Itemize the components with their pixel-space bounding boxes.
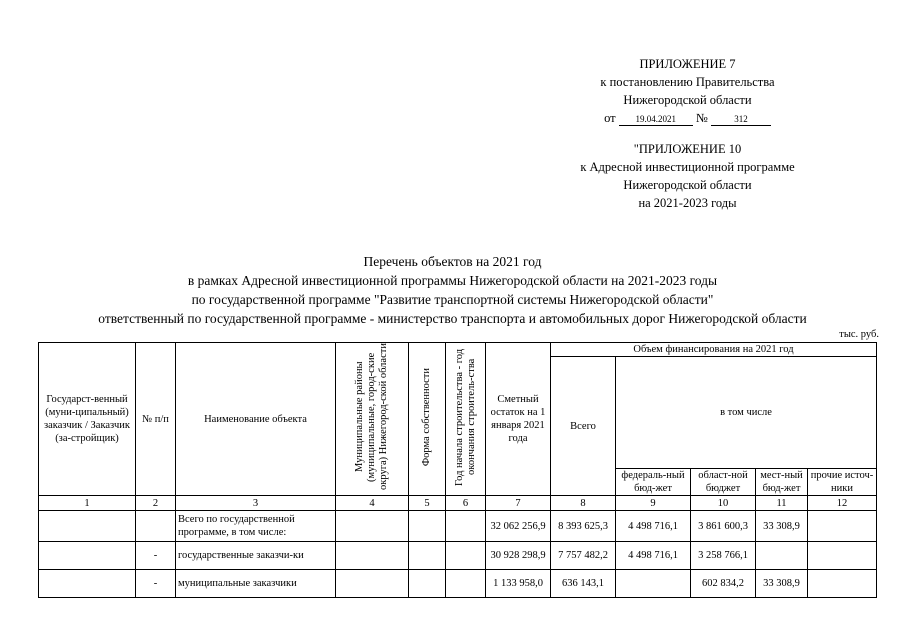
header-estimate: Сметный остаток на 1 января 2021 года: [486, 343, 551, 496]
cell-customer: [39, 511, 136, 542]
cell-other: [808, 542, 877, 570]
table-row: [39, 542, 877, 570]
column-number: 12: [808, 496, 877, 511]
number-label: №: [695, 111, 708, 125]
title-line-2: в рамках Адресной инвестиционной программы Нижегородской области на 2021-2023 годы: [187, 273, 718, 288]
column-numbers-row: [39, 496, 877, 511]
column-number: 4: [336, 496, 409, 511]
appendix-7-line3: Нижегородской области: [623, 93, 752, 107]
from-label: от: [604, 111, 616, 125]
header-total: Всего: [551, 357, 616, 496]
header-districts-cell: [336, 343, 409, 496]
column-number: 10: [691, 496, 756, 511]
column-number: 7: [486, 496, 551, 511]
cell-district: [336, 570, 409, 598]
cell-name: Всего по государственной программе, в том числе:: [176, 511, 336, 542]
cell-years: [446, 570, 486, 598]
appendix-7-dateline: [560, 109, 815, 127]
cell-estimate: 1 133 958,0: [486, 570, 551, 598]
cell-ownership: [409, 570, 446, 598]
cell-district: [336, 511, 409, 542]
cell-years: [446, 511, 486, 542]
cell-num: -: [136, 542, 176, 570]
header-years: Год начала строительства - год окончания строитель-ства: [453, 348, 477, 486]
header-years-cell: [446, 343, 486, 496]
cell-customer: [39, 570, 136, 598]
header-funding: Объем финансирования на 2021 год: [551, 343, 877, 357]
cell-other: [808, 570, 877, 598]
appendix-7-heading: ПРИЛОЖЕНИЕ 7: [639, 57, 736, 71]
table-row: [39, 570, 877, 598]
appendix-10-line2: к Адресной инвестиционной программе: [580, 160, 795, 174]
header-ownership-cell: [409, 343, 446, 496]
header-including: в том числе: [616, 357, 877, 469]
cell-local: 33 308,9: [756, 511, 808, 542]
header-ownership: Форма собственности: [421, 367, 432, 467]
cell-total: 7 757 482,2: [551, 542, 616, 570]
header-regional: област-ной бюджет: [691, 469, 756, 496]
column-number: 1: [39, 496, 136, 511]
column-number: 6: [446, 496, 486, 511]
cell-district: [336, 542, 409, 570]
appendix-10-line3: Нижегородской области: [623, 178, 752, 192]
header-local: мест-ный бюд-жет: [756, 469, 808, 496]
cell-years: [446, 542, 486, 570]
objects-table: [38, 342, 877, 598]
title-line-3: по государственной программе "Развитие транспортной системы Нижегородской области": [191, 292, 714, 307]
cell-total: 636 143,1: [551, 570, 616, 598]
column-number: 8: [551, 496, 616, 511]
header-districts: Муниципальные районы (муниципальные, город-ские округа) Нижегород-ской области: [354, 343, 389, 491]
header-other: прочие источ-ники: [808, 469, 877, 496]
appendix-7-line2: к постановлению Правительства: [600, 75, 775, 89]
cell-local: [756, 542, 808, 570]
resolution-number: 312: [711, 113, 771, 126]
cell-total: 8 393 625,3: [551, 511, 616, 542]
header-num: № п/п: [136, 343, 176, 496]
cell-ownership: [409, 511, 446, 542]
appendix-10-block: [560, 140, 815, 212]
header-federal: федераль-ный бюд-жет: [616, 469, 691, 496]
cell-regional: 3 861 600,3: [691, 511, 756, 542]
cell-num: -: [136, 570, 176, 598]
cell-num: [136, 511, 176, 542]
cell-local: 33 308,9: [756, 570, 808, 598]
column-number: 3: [176, 496, 336, 511]
appendix-7-block: [560, 55, 815, 127]
cell-federal: [616, 570, 691, 598]
units-label: тыс. руб.: [839, 329, 879, 340]
header-object: Наименование объекта: [176, 343, 336, 496]
column-number: 2: [136, 496, 176, 511]
cell-name: муниципальные заказчики: [176, 570, 336, 598]
column-number: 5: [409, 496, 446, 511]
document-title: [0, 252, 905, 328]
appendix-10-line4: на 2021-2023 годы: [638, 196, 737, 210]
cell-other: [808, 511, 877, 542]
appendix-10-heading: "ПРИЛОЖЕНИЕ 10: [633, 142, 742, 156]
title-line-4: ответственный по государственной программе - министерство транспорта и автомобильных дорог Нижегородской области: [98, 311, 807, 326]
cell-estimate: 32 062 256,9: [486, 511, 551, 542]
cell-ownership: [409, 542, 446, 570]
cell-federal: 4 498 716,1: [616, 542, 691, 570]
cell-regional: 3 258 766,1: [691, 542, 756, 570]
cell-name: государственные заказчи-ки: [176, 542, 336, 570]
cell-customer: [39, 542, 136, 570]
cell-estimate: 30 928 298,9: [486, 542, 551, 570]
header-customer: Государст-венный (муни-ципальный) заказчик / Заказчик (за-стройщик): [39, 343, 136, 496]
column-number: 11: [756, 496, 808, 511]
resolution-date: 19.04.2021: [619, 113, 693, 126]
cell-regional: 602 834,2: [691, 570, 756, 598]
column-number: 9: [616, 496, 691, 511]
title-line-1: Перечень объектов на 2021 год: [363, 254, 542, 269]
cell-federal: 4 498 716,1: [616, 511, 691, 542]
table-row: [39, 511, 877, 542]
